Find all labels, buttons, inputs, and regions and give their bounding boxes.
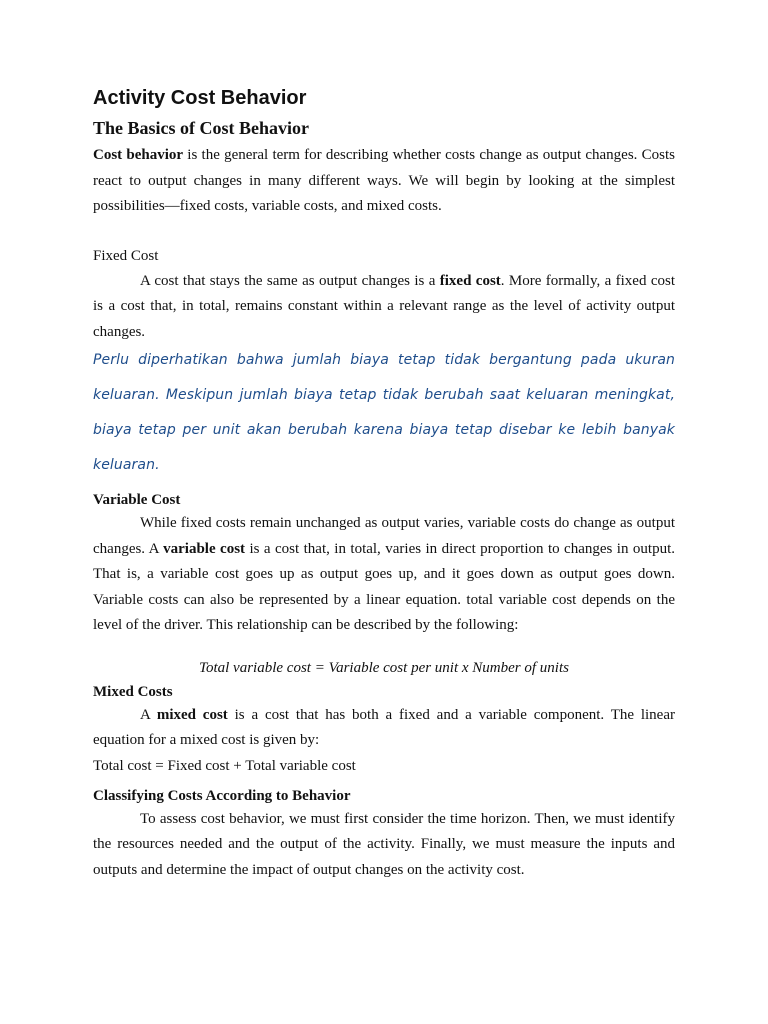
document-title: Activity Cost Behavior xyxy=(93,87,307,109)
handwritten-note: Perlu diperhatikan bahwa jumlah biaya tetap tidak bergantung pada ukuran keluaran. Meskipun jumlah biaya tetap tidak berubah saat keluaran meningkat, biaya tetap per unit akan berubah karena biaya tetap disebar ke lebih banyak keluaran. xyxy=(93,352,675,473)
mixed-costs-paragraph xyxy=(93,703,675,754)
fixed-cost-heading: Fixed Cost xyxy=(93,247,159,264)
fixed-cost-text-1: A cost that stays the same as output changes is a xyxy=(140,272,440,289)
variable-cost-text-2: is a cost that, in total, varies in direct proportion to changes in output. That is, a variable cost goes up as output goes up, and it goes down as output goes down. Variable costs can also be represented by a linear equation. total variable cost depends on the level of the driver. This relationship can be described by the following: xyxy=(93,540,675,633)
intro-term: Cost behavior xyxy=(93,147,184,163)
mixed-costs-text-1: A xyxy=(140,706,157,723)
mixed-cost-term: mixed cost xyxy=(156,706,228,723)
handwritten-note-paragraph xyxy=(93,343,675,483)
intro-paragraph xyxy=(93,143,675,220)
section-title: The Basics of Cost Behavior xyxy=(93,118,309,138)
variable-cost-term: variable cost xyxy=(163,540,246,557)
intro-text: is the general term for describing whether costs change as output changes. Costs react to output changes in many different ways. We will begin by looking at the simplest possibilities—fixed costs, variable costs, and mixed costs. xyxy=(93,147,675,214)
variable-cost-paragraph xyxy=(93,511,675,639)
variable-cost-text-1: While fixed costs remain unchanged as output varies, variable costs do change as output changes. A xyxy=(93,515,675,557)
variable-cost-heading: Variable Cost xyxy=(93,492,181,508)
variable-cost-formula: Total variable cost = Variable cost per unit x Number of units xyxy=(199,659,569,676)
classifying-paragraph: To assess cost behavior, we must first consider the time horizon. Then, we must identify the resources needed and the output of the activity. Finally, we must measure the inputs and outputs and determine the impact of output changes on the activity cost. xyxy=(93,810,675,878)
mixed-cost-equation: Total cost = Fixed cost + Total variable cost xyxy=(93,757,356,774)
fixed-cost-term: fixed cost xyxy=(439,272,501,289)
fixed-cost-text-2: . More formally, a fixed cost is a cost that, in total, remains constant within a relevant range as the level of activity output changes. xyxy=(93,272,675,340)
mixed-costs-text-2: is a cost that has both a fixed and a variable component. The linear equation for a mixed cost is given by: xyxy=(93,706,675,748)
fixed-cost-paragraph xyxy=(93,269,675,346)
mixed-costs-heading: Mixed Costs xyxy=(93,683,173,700)
classifying-heading: Classifying Costs According to Behavior xyxy=(93,787,351,804)
document-page xyxy=(93,86,675,883)
